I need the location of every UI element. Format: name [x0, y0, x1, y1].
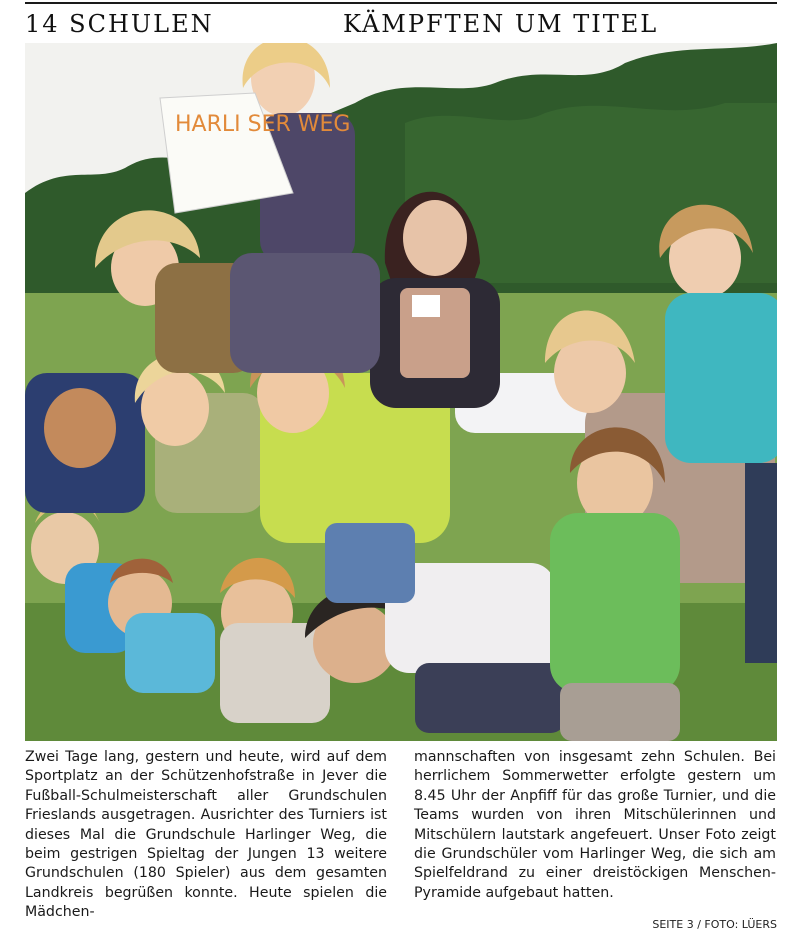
pyramid-photo-illustration [25, 43, 777, 741]
headline-right: KÄMPFTEN UM TITEL [343, 10, 659, 38]
caption-column-2: mannschaften von insgesamt zehn Schulen. Bei herrlichem Sommerwetter erfolgte gestern um 8.45 Uhr der Anpfiff für das große Turnier, und die Teams wurden von ihren Mitschülerinnen und Mitschülern lautstark angefeuert. Unser Foto zeigt die Grundschüler vom Harlinger Weg, die sich am Spielfeldrand zu einer dreistöckigen Menschen-Pyramide aufgebaut hatten. [414, 749, 776, 901]
news-photo [25, 43, 777, 741]
top-rule [25, 2, 777, 4]
sign-text: HARLI SER WEG [175, 112, 351, 137]
photo-credit: SEITE 3 / FOTO: LÜERS [652, 918, 777, 931]
caption-column-1: Zwei Tage lang, gestern und heute, wird auf dem Sportplatz an der Schützenhofstraße in Jever die Fußball-Schulmeisterschaft aller Grundschulen Frieslands ausgetragen. Ausrichter des Turniers ist dieses Mal die Grundschule Harlinger Weg, die beim gestrigen Spieltag der Jungen 13 weitere Grundschulen (180 Spieler) aus dem gesamten Landkreis begrüßen konnte. Heute spielen die Mädchen- [25, 749, 387, 921]
headline-left: 14 SCHULEN [25, 10, 214, 38]
